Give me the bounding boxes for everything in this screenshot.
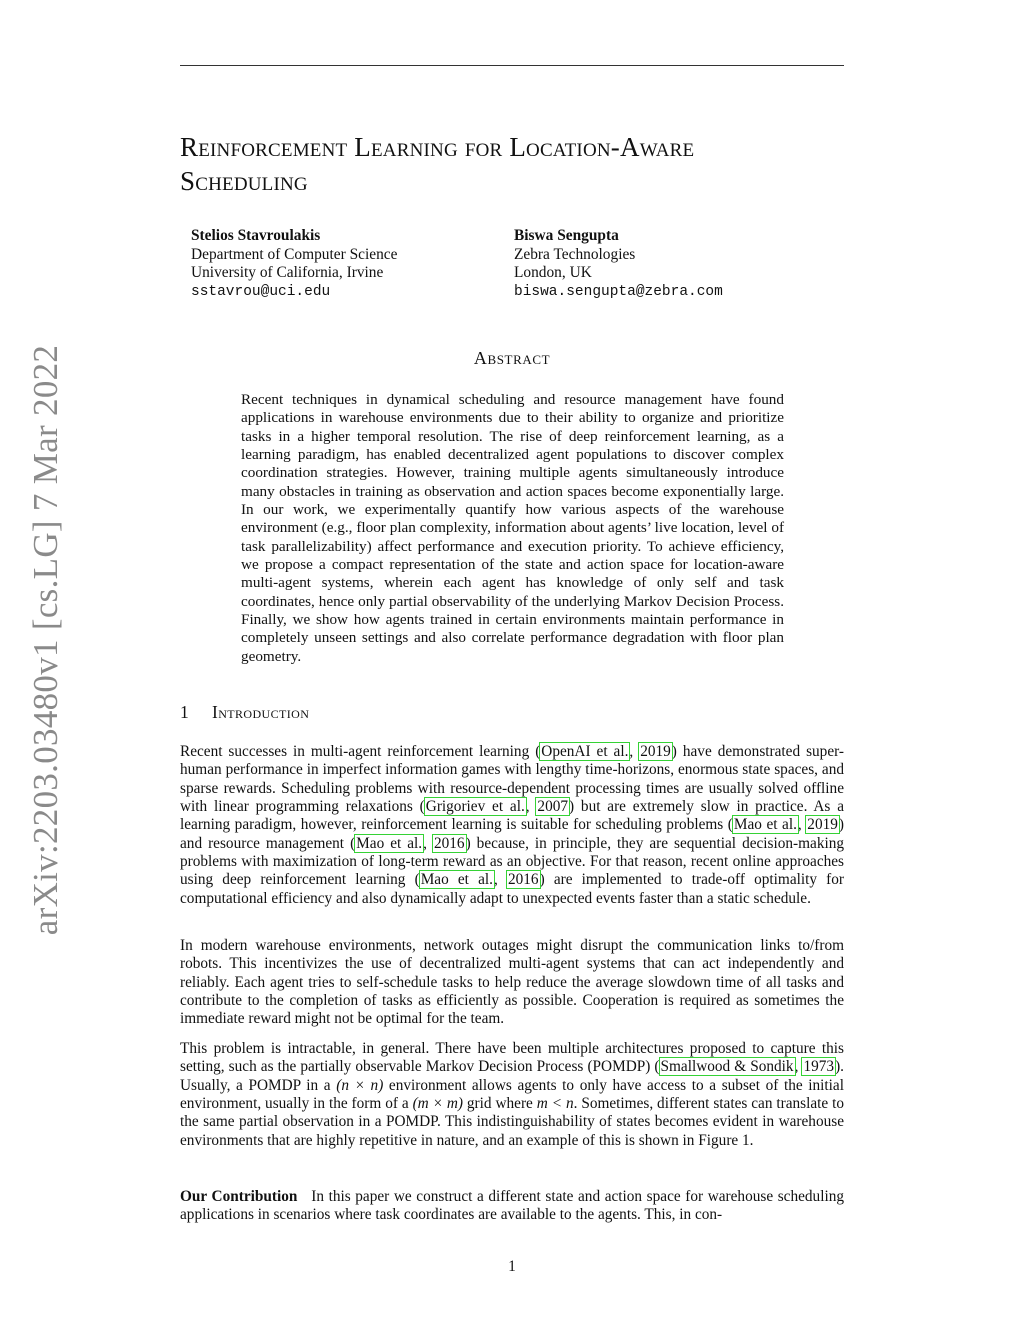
top-rule (180, 65, 844, 66)
citation-link[interactable]: 2007 (537, 798, 569, 816)
author-block-1 (191, 227, 397, 301)
author-affiliation: London, UK (514, 264, 592, 282)
author-affiliation: Zebra Technologies (514, 245, 636, 263)
author-affiliation: University of California, Irvine (191, 264, 384, 282)
citation-link[interactable]: 2016 (507, 871, 539, 889)
citation-link[interactable]: 2019 (640, 743, 671, 760)
author-email[interactable]: biswa.sengupta@zebra.com (514, 283, 723, 300)
section-number: 1 (180, 702, 189, 722)
paper-title (180, 130, 844, 198)
citation-link[interactable]: 2016 (433, 834, 465, 852)
math-expression: m < n (536, 1095, 574, 1113)
citation-link[interactable]: Mao et al. (356, 834, 423, 852)
citation-link[interactable]: OpenAI et al. (541, 743, 629, 760)
author-block-2 (514, 227, 723, 301)
contribution-text: In this paper we construct a different state and action space for warehouse scheduling applications in scenarios where task coordinates are available to the agents. This, in con- (180, 1188, 844, 1224)
math-expression: (m × m) (412, 1095, 463, 1113)
arxiv-identifier: arXiv:2203.03480v1 [cs.LG] 7 Mar 2022 (26, 344, 65, 936)
abstract-heading: Abstract (473, 348, 551, 368)
contribution-heading: Our Contribution (180, 1188, 298, 1205)
math-expression: (n × n) (336, 1076, 384, 1094)
citation-link[interactable]: 2019 (807, 816, 838, 834)
author-name: Biswa Sengupta (514, 227, 619, 244)
author-name: Stelios Stavroulakis (191, 227, 321, 244)
citation-link[interactable]: Smallwood & Sondik (660, 1058, 794, 1076)
citation-link[interactable]: 1973 (803, 1058, 835, 1076)
title-line-1: Reinforcement Learning for Location-Aware (180, 132, 695, 162)
contribution-paragraph (180, 1188, 844, 1225)
citation-link[interactable]: Mao et al. (733, 816, 797, 834)
intro-paragraph-3: This problem is intractable, in general. There have been multiple architectures proposed to capture this setting, such as the partially observable Markov Decision Process (POMDP) (Smallwood & Sondik, 1973). Usually, a POMDP in a (n × n) environment allows agents to only have access to a subset of the initial environment, usually in the form of a (m × m) grid where m < n. Sometimes, different states can translate to the same partial observation in a POMDP. This indistinguishability of states becomes evident in warehouse environments that are highly repetitive in nature, and an example of this is shown in Figure 1. (180, 1040, 844, 1149)
section-heading-introduction (180, 702, 309, 723)
section-title: Introduction (212, 702, 310, 722)
author-affiliation: Department of Computer Science (191, 245, 398, 263)
intro-paragraph-1: Recent successes in multi-agent reinforcement learning (OpenAI et al., 2019) have demonstrated super-human performance in imperfect information games with lengthy time-horizons, enormous state spaces, and sparse rewards. Scheduling problems with resource-dependent processing times are usually solved offline with linear programming relaxations (Grigoriev et al., 2007) but are extremely slow in practice. As a learning paradigm, however, reinforcement learning is suitable for scheduling problems (Mao et al., 2019) and resource management (Mao et al., 2016) because, in principle, they are sequential decision-making problems with maximization of long-term reward as an objective. For that reason, recent online approaches using deep reinforcement learning (Mao et al., 2016) are implemented to trade-off optimality for computational efficiency and also dynamically adapt to unexpected events faster than a static schedule. (180, 743, 845, 907)
abstract-text: Recent techniques in dynamical scheduling and resource management have found applications in warehouse environments due to their ability to organize and prioritize tasks in a higher temporal resolution. The rise of deep reinforcement learning, as a learning paradigm, has enabled decentralized agent populations to discover complex coordination strategies. However, training multiple agents simultaneously introduce many obstacles in training as observation and action spaces become exponentially large. In our work, we experimentally quantify how various aspects of the warehouse environment (e.g., floor plan complexity, information about agents’ live location, level of task parallelizability) affect performance and execution priority. To achieve efficiency, we propose a compact representation of the state and action space for location-aware multi-agent systems, wherein each agent has knowledge of only self and task coordinates, hence only partial observability of the underlying Markov Decision Process. Finally, we show how agents trained in certain environments maintain performance in completely unseen settings and also correlate performance degradation with floor plan geometry. (241, 391, 784, 665)
title-line-2: Scheduling (180, 166, 308, 196)
page-number: 1 (508, 1258, 516, 1275)
intro-paragraph-2: In modern warehouse environments, network outages might disrupt the communication links to/from robots. This incentivizes the use of decentralized multi-agent systems that can act independently and reliably. Each agent tries to self-schedule tasks to help reduce the average slowdown time of all tasks and contribute to the completion of tasks as efficiently as possible. Cooperation is required as sometimes the immediate reward might not be optimal for the team. (180, 937, 844, 1028)
citation-link[interactable]: Grigoriev et al. (425, 798, 525, 816)
citation-link[interactable]: Mao et al. (420, 871, 493, 889)
author-email[interactable]: sstavrou@uci.edu (191, 283, 331, 300)
